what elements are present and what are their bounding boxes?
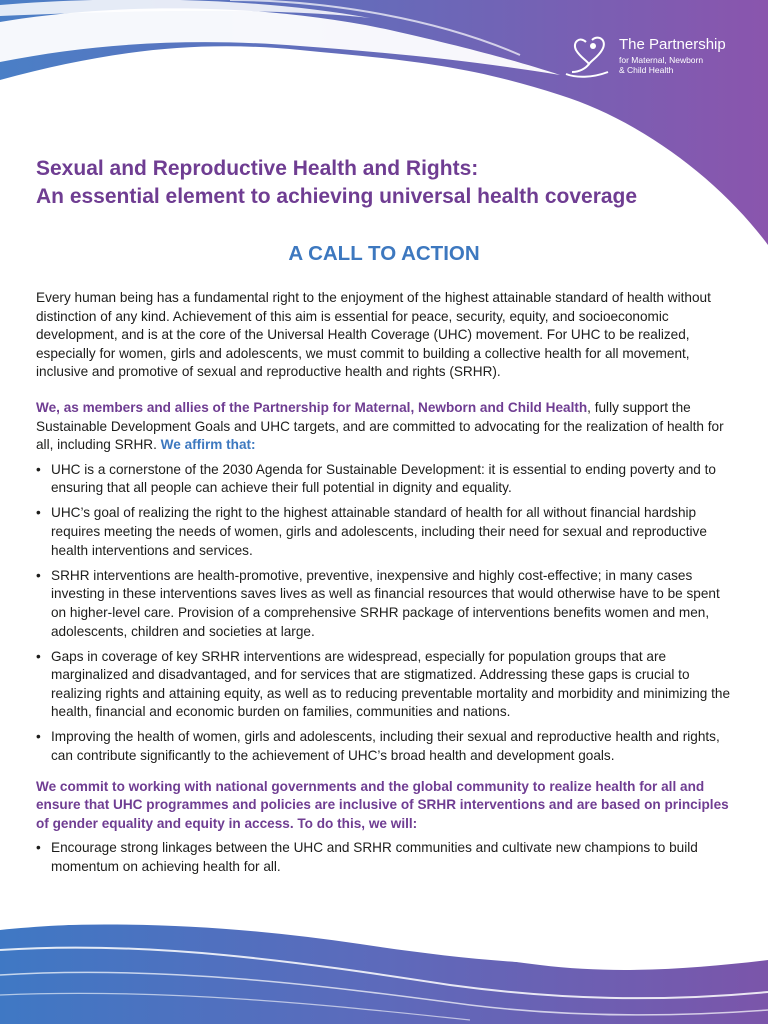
bullet-icon: • <box>36 505 41 521</box>
list-item-text: Encourage strong linkages between the UHC and SRHR communities and cultivate new champions to build momentum on achieving health for all. <box>51 840 698 875</box>
bullet-icon: • <box>36 461 41 477</box>
list-item <box>36 648 736 722</box>
logo-title: The Partnership <box>619 36 726 53</box>
list-item-text: UHC is a cornerstone of the 2030 Agenda for Sustainable Development: it is essential to ending poverty and to ensuring that all people can achieve their full potential in dignity and equality. <box>51 461 716 496</box>
partnership-heart-logo-icon <box>562 34 616 80</box>
title-line-2: An essential element to achieving universal health coverage <box>36 185 638 208</box>
list-item <box>36 461 736 498</box>
list-item <box>36 504 736 560</box>
affirmations-list <box>36 461 736 766</box>
bullet-icon: • <box>36 648 41 664</box>
list-item-text: SRHR interventions are health-promotive, preventive, inexpensive and highly cost-effective; in many cases investing in these interventions saves lives as well as financial resources that would otherwise have to be spent on higher-level care. Provision of a comprehensive SRHR package of interventions benefits women and men, adolescents, children and societies at large. <box>51 567 720 639</box>
logo-subtitle-line1: for Maternal, Newborn <box>619 55 704 65</box>
affirm-label: We affirm that: <box>160 437 256 453</box>
partnership-logo <box>562 34 742 84</box>
title-line-1: Sexual and Reproductive Health and Rights: <box>36 157 479 180</box>
bullet-icon: • <box>36 729 41 745</box>
logo-subtitle-line2: & Child Health <box>619 65 674 75</box>
logo-subtitle <box>619 55 703 75</box>
commitment-paragraph: We commit to working with national governments and the global community to realize health for all and ensure that UHC programmes and policies are inclusive of SRHR interventions and are based on principles of gender equality and equity in access. To do this, we will: <box>36 778 729 831</box>
list-item-text: Improving the health of women, girls and adolescents, including their sexual and reproductive health and rights, can contribute significantly to the achievement of UHC’s broad health and development goals. <box>51 729 720 764</box>
list-item-text: Gaps in coverage of key SRHR interventions are widespread, especially for population groups that are marginalized and disadvantaged, and for services that are stigmatized. Addressing these gaps is crucial to realizing rights and attaining equity, as well as to reducing preventable mortality and morbidity and minimizing the health, financial and economic burden on families, communities and nations. <box>51 648 731 720</box>
call-to-action-heading: A CALL TO ACTION <box>288 242 480 265</box>
bullet-icon: • <box>36 840 41 856</box>
members-rest: , fully support the Sustainable Development Goals and UHC targets, and are committed to advocating for the realization of health for all, including SRHR. <box>36 399 724 453</box>
bullet-icon: • <box>36 567 41 583</box>
document-body <box>36 289 736 883</box>
list-item <box>36 567 736 641</box>
actions-list <box>36 839 736 876</box>
document-title <box>36 155 736 211</box>
list-item <box>36 728 736 765</box>
members-lead: We, as members and allies of the Partnership for Maternal, Newborn and Child Health <box>36 399 588 415</box>
intro-paragraph: Every human being has a fundamental right to the enjoyment of the highest attainable standard of health without distinction of any kind. Achievement of this aim is essential for peace, security, equity, and socioeconomic development, and is at the core of the Universal Health Coverage (UHC) movement. For UHC to be realized, especially for women, girls and adolescents, we must commit to building a collective health for all movement, inclusive and promotive of sexual and reproductive health and rights (SRHR). <box>36 290 711 380</box>
list-item <box>36 839 736 876</box>
list-item-text: UHC’s goal of realizing the right to the highest attainable standard of health for all without financial hardship requires meeting the needs of women, girls and adolescents, including their need for sexual and reproductive health interventions and services. <box>51 505 707 558</box>
members-paragraph <box>36 399 736 455</box>
